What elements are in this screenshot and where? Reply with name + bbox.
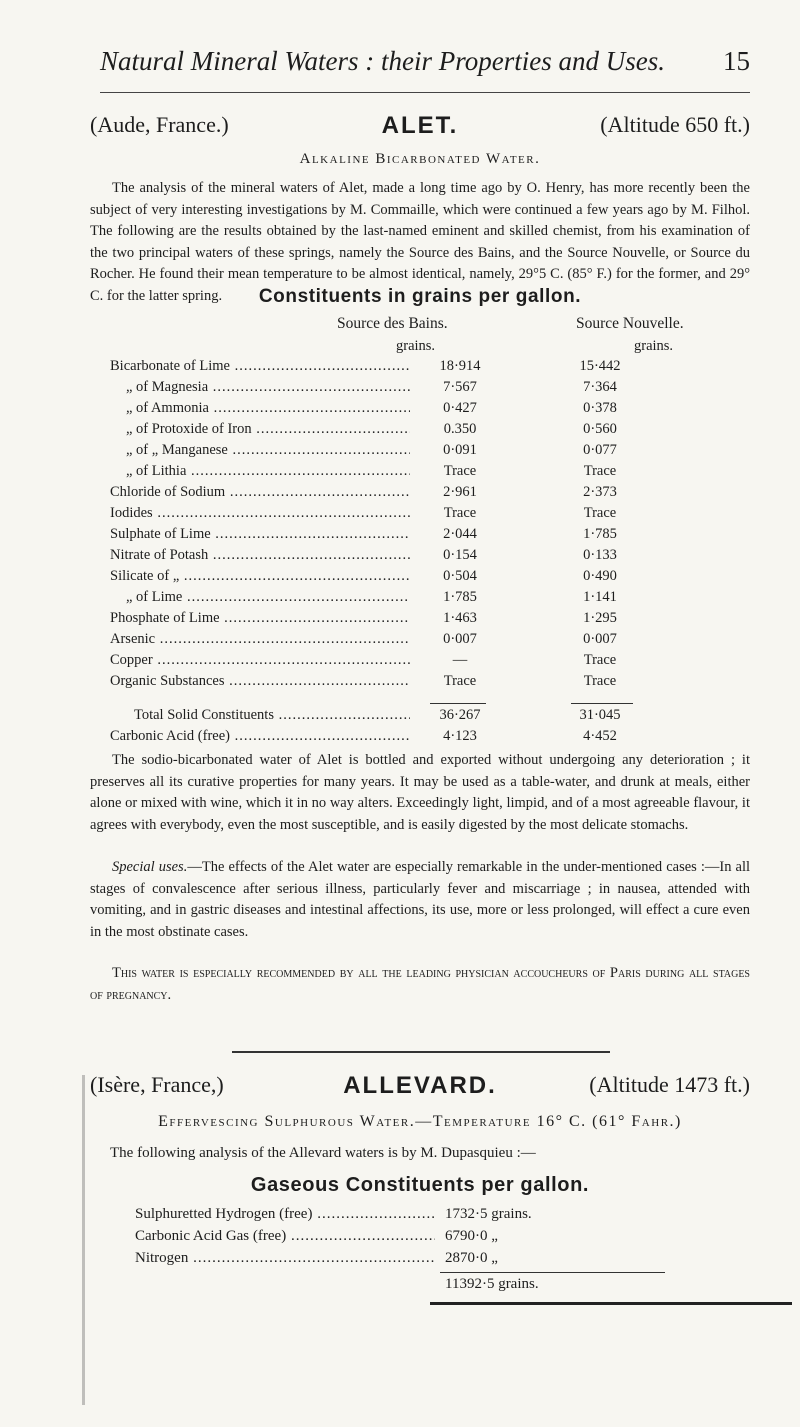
allevard-heading	[90, 1072, 750, 1108]
row-value-bains: 1·785	[443, 589, 477, 605]
table-row	[110, 484, 750, 505]
row-value-bains: 0·007	[443, 631, 477, 647]
row-value-nouvelle: Trace	[583, 652, 617, 668]
row-name: „ of Magnesia .....	[110, 379, 410, 396]
carbonic-label: Carbonic Acid (free) .....	[110, 728, 410, 745]
table-row	[110, 547, 750, 568]
alet-region: (Aude, France.)	[90, 112, 229, 137]
running-title: Natural Mineral Waters : their Properties and Uses.	[100, 46, 665, 76]
table-row	[110, 442, 750, 463]
gas-value: 1732·5 grains.	[445, 1206, 532, 1222]
table-row	[110, 358, 750, 379]
carbonic-value-bains: 4·123	[443, 728, 477, 744]
gas-sum-rule	[440, 1272, 665, 1273]
allevard-table-title: Gaseous Constituents per gallon.	[250, 1174, 590, 1196]
gas-value: 6790·0 „	[445, 1228, 498, 1244]
alet-water-type: Alkaline Bicarbonated Water.	[299, 151, 541, 167]
gas-name: Sulphuretted Hydrogen (free) .....	[135, 1206, 435, 1223]
alet-paragraph-recommendation: This water is especially recommended by all the leading physician accoucheurs of Paris during all stages of pregnancy.	[90, 965, 750, 1003]
row-name: „ of Lithia .....	[110, 463, 410, 480]
row-name: Organic Substances .....	[110, 673, 410, 690]
row-value-nouvelle: 1·295	[583, 610, 617, 626]
row-name: Iodides .....	[110, 505, 410, 522]
row-value-nouvelle: Trace	[583, 673, 617, 689]
row-value-nouvelle: 0·560	[583, 421, 617, 437]
alet-heading	[90, 112, 750, 148]
alet-intro: The analysis of the mineral waters of Alet, made a long time ago by O. Henry, has more recently been the subject of very interesting investigations by M. Commaille, which were continued a few years ago by M. Filhol. The following are the results obtained by the last-named eminent and skilled chemist, from his examination of the two principal waters of these springs, namely the Source des Bains, and the Source Nouvelle, or Source du Rocher. He found their mean temperature to be almost identical, namely, 29°5 C. (85° F.) for the former, and 29° C. for the latter spring.	[90, 180, 750, 304]
table-row	[110, 673, 750, 694]
gas-row	[135, 1206, 695, 1228]
col-head-nouvelle: Source Nouvelle.	[576, 315, 684, 332]
allevard-intro: The following analysis of the Allevard waters is by M. Dupasquieu :—	[110, 1145, 536, 1161]
allevard-name: ALLEVARD.	[343, 1072, 497, 1099]
alet-paragraph-bottling: The sodio-bicarbonated water of Alet is bottled and exported without undergoing any deterioration ; it preserves all its curative properties for many years. It may be used as a table-water, and drunk at meals, either alone or mixed with wine, which it in no way alters. Exceedingly light, limpid, and of a most agreeable flavour, it agrees with everybody, even the most susceptible, and is easily digested by the most delicate stomachs.	[90, 752, 750, 833]
gas-value: 2870·0 „	[445, 1250, 498, 1266]
row-value-nouvelle: 0·133	[583, 547, 617, 563]
row-value-bains: Trace	[443, 505, 477, 521]
table-row	[110, 568, 750, 589]
row-value-nouvelle: 2·373	[583, 484, 617, 500]
row-value-bains: 18·914	[439, 358, 481, 374]
alet-name: ALET.	[381, 112, 459, 139]
gas-name: Nitrogen .....	[135, 1250, 435, 1267]
row-name: „ of „ Manganese .....	[110, 442, 410, 459]
row-name: Chloride of Sodium .....	[110, 484, 410, 501]
row-value-nouvelle: 0·378	[583, 400, 617, 416]
row-value-bains: —	[452, 652, 468, 668]
allevard-altitude: (Altitude 1473 ft.)	[589, 1072, 750, 1097]
row-value-nouvelle: 0·077	[583, 442, 617, 458]
row-value-bains: 0·091	[443, 442, 477, 458]
row-value-nouvelle: Trace	[583, 505, 617, 521]
row-name: Copper .....	[110, 652, 410, 669]
row-name: Bicarbonate of Lime .....	[110, 358, 410, 375]
row-value-bains: 0·427	[443, 400, 477, 416]
row-value-bains: 0·504	[443, 568, 477, 584]
col-head-bains: Source des Bains.	[337, 315, 448, 332]
row-value-bains: 1·463	[443, 610, 477, 626]
alet-paragraph-special-uses	[90, 857, 750, 943]
row-name: Silicate of „ .....	[110, 568, 410, 585]
total-value-bains: 36·267	[439, 707, 481, 723]
allevard-region: (Isère, France,)	[90, 1072, 224, 1097]
gas-row	[135, 1228, 695, 1250]
sum-rule-bains	[430, 703, 486, 704]
special-uses-label: Special uses.	[112, 859, 188, 875]
running-head	[100, 46, 750, 86]
row-value-bains: Trace	[443, 463, 477, 479]
table-row	[110, 652, 750, 673]
row-value-nouvelle: 7·364	[583, 379, 617, 395]
allevard-water-type: Effervescing Sulphurous Water.—Temperature 16° C. (61° Fahr.)	[158, 1113, 682, 1130]
row-value-nouvelle: 1·785	[583, 526, 617, 542]
row-name: „ of Ammonia .....	[110, 400, 410, 417]
row-name: Arsenic .....	[110, 631, 410, 648]
carbonic-row	[110, 728, 750, 749]
row-value-nouvelle: 0·490	[583, 568, 617, 584]
row-name: Sulphate of Lime .....	[110, 526, 410, 543]
alet-altitude: (Altitude 650 ft.)	[600, 112, 750, 137]
gas-total-row	[135, 1276, 695, 1298]
margin-shadow	[82, 1075, 85, 1405]
row-value-nouvelle: 0·007	[583, 631, 617, 647]
table-row	[110, 631, 750, 652]
table-row	[110, 526, 750, 547]
gas-name: Carbonic Acid Gas (free) .....	[135, 1228, 435, 1245]
row-value-nouvelle: 15·442	[579, 358, 621, 374]
row-name: Nitrate of Potash .....	[110, 547, 410, 564]
gas-row	[135, 1250, 695, 1272]
row-name: „ of Protoxide of Iron .....	[110, 421, 410, 438]
row-value-bains: 7·567	[443, 379, 477, 395]
special-uses-text: —The effects of the Alet water are especially remarkable in the under-mentioned cases :—In all stages of convalescence after serious illness, particularly fever and miscarriage ; in nausea, attended with vomiting, and in gastric diseases and intestinal affections, its use, more or less prolonged, will effect a cure even in the most obstinate cases.	[90, 859, 751, 940]
page-number: 15	[723, 46, 750, 76]
sum-rule-nouvelle	[571, 703, 633, 704]
row-value-bains: Trace	[443, 673, 477, 689]
bottom-rule	[430, 1302, 792, 1305]
header-rule	[100, 92, 750, 93]
table-row	[110, 379, 750, 400]
row-value-nouvelle: Trace	[583, 463, 617, 479]
total-row	[110, 707, 750, 728]
row-name: Phosphate of Lime .....	[110, 610, 410, 627]
table-row	[110, 610, 750, 631]
row-value-bains: 0·154	[443, 547, 477, 563]
alet-table-title: Constituents in grains per gallon.	[258, 286, 582, 307]
row-value-nouvelle: 1·141	[583, 589, 617, 605]
table-row	[110, 421, 750, 442]
unit-bains: grains.	[396, 338, 436, 354]
carbonic-value-nouvelle: 4·452	[583, 728, 617, 744]
table-row	[110, 463, 750, 484]
table-row	[110, 400, 750, 421]
unit-nouvelle: grains.	[634, 338, 674, 354]
row-name: „ of Lime .....	[110, 589, 410, 606]
row-value-bains: 2·044	[443, 526, 477, 542]
total-label: Total Solid Constituents .....	[110, 707, 410, 724]
section-divider	[232, 1051, 610, 1053]
row-value-bains: 0.350	[443, 421, 477, 437]
gas-total: 11392·5 grains.	[445, 1276, 539, 1292]
total-value-nouvelle: 31·045	[579, 707, 621, 723]
row-value-bains: 2·961	[443, 484, 477, 500]
table-row	[110, 589, 750, 610]
table-row	[110, 505, 750, 526]
